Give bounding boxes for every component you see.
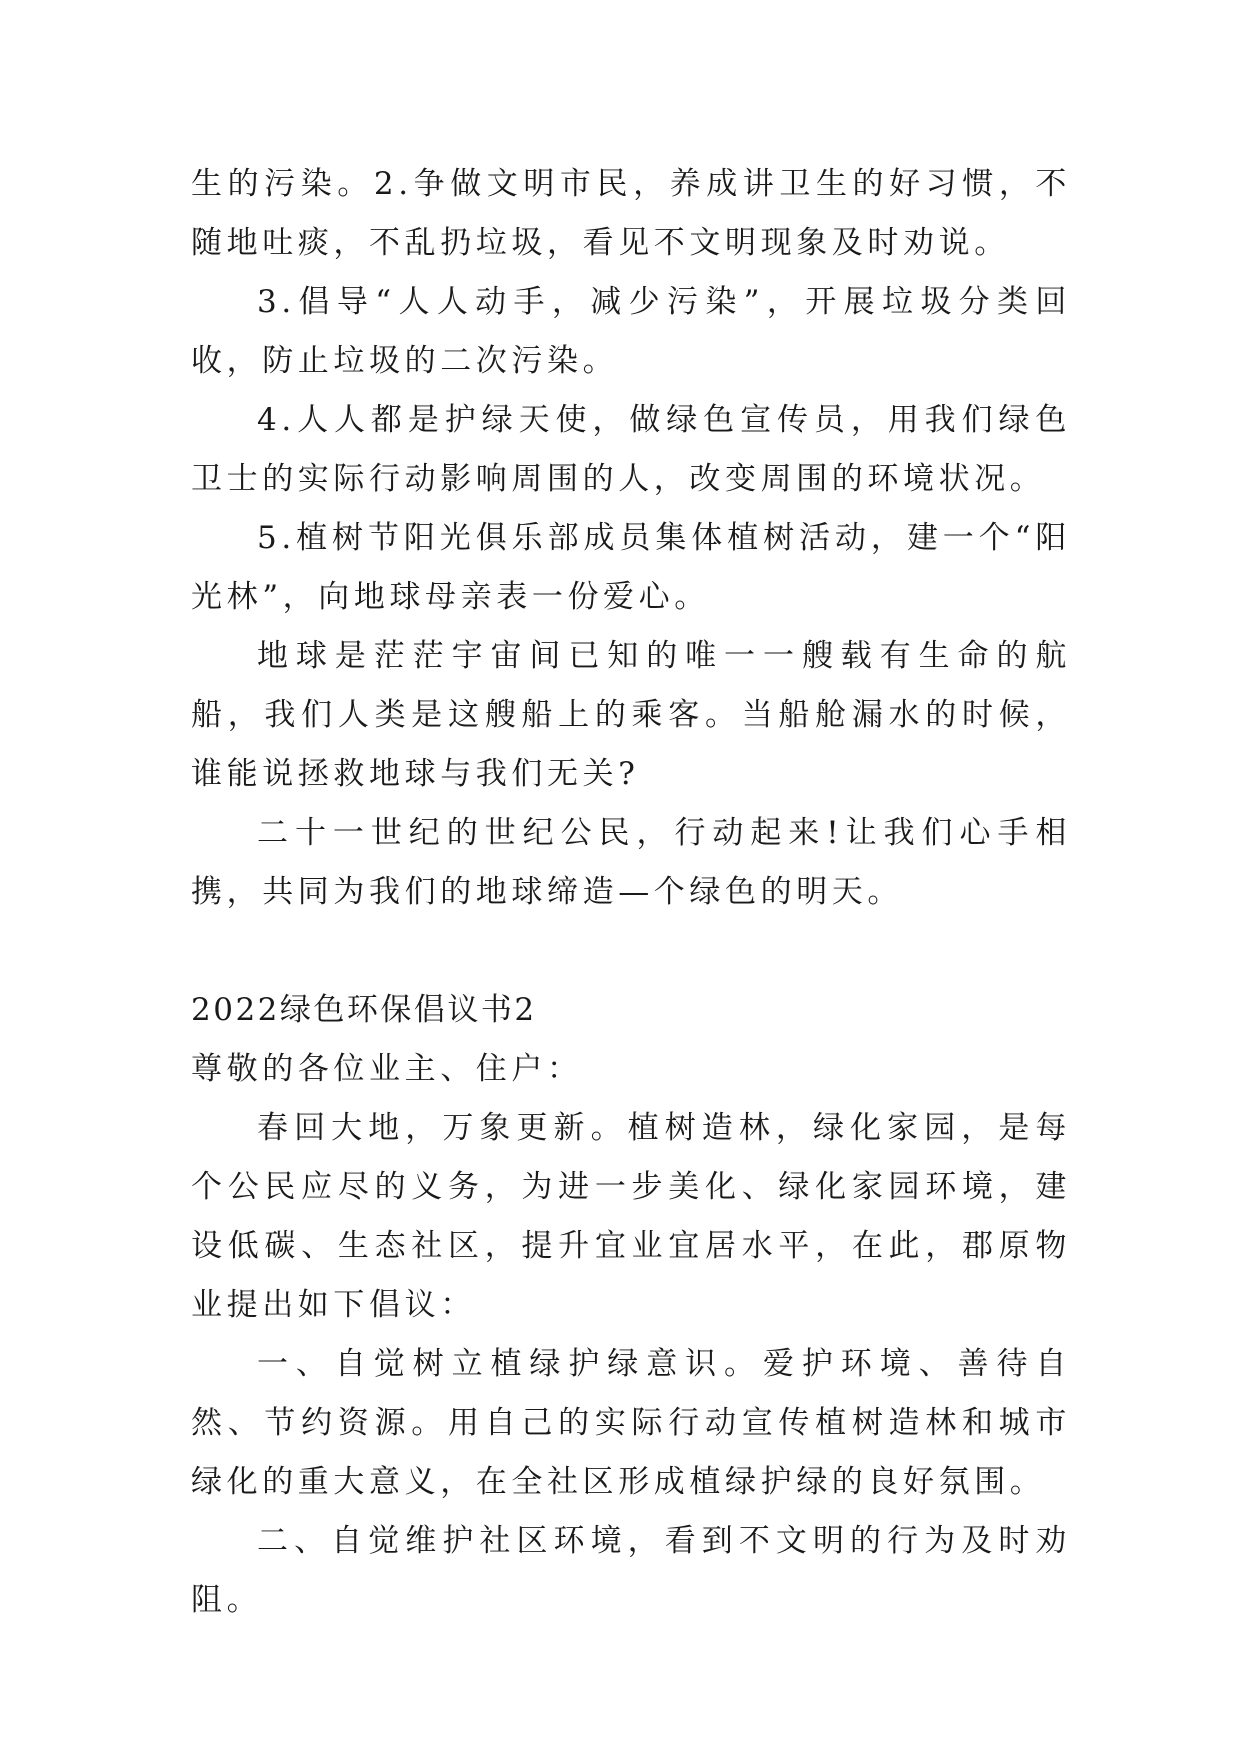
salutation: 尊敬的各位业主、住户： xyxy=(191,1051,583,1087)
paragraph: 春回大地，万象更新。植树造林，绿化家园，是每个公民应尽的义务，为进一步美化、绿化家园环境，建设低碳、生态社区，提升宜业宜居水平，在此，郡原物业提出如下倡议： xyxy=(191,1110,1071,1323)
paragraph: 4.人人都是护绿天使，做绿色宣传员，用我们绿色卫士的实际行动影响周围的人，改变周围的环境状况。 xyxy=(191,402,1071,497)
paragraph: 生的污染。2.争做文明市民，养成讲卫生的好习惯，不随地吐痰，不乱扔垃圾，看见不文明现象及时劝说。 xyxy=(191,166,1071,261)
document-body xyxy=(191,155,1071,1630)
paragraph: 一、自觉树立植绿护绿意识。爱护环境、善待自然、节约资源。用自己的实际行动宣传植树造林和城市绿化的重大意义，在全社区形成植绿护绿的良好氛围。 xyxy=(191,1346,1071,1500)
section-spacer xyxy=(191,922,1071,981)
paragraph: 二十一世纪的世纪公民，行动起来!让我们心手相携，共同为我们的地球缔造—个绿色的明天。 xyxy=(191,815,1071,910)
section-title: 2022绿色环保倡议书2 xyxy=(191,992,537,1028)
paragraph: 二、自觉维护社区环境，看到不文明的行为及时劝阻。 xyxy=(191,1523,1071,1618)
paragraph: 5.植树节阳光俱乐部成员集体植树活动，建一个“阳光林”，向地球母亲表一份爱心。 xyxy=(191,520,1071,615)
paragraph: 地球是茫茫宇宙间已知的唯一一艘载有生命的航船，我们人类是这艘船上的乘客。当船舱漏水的时候，谁能说拯救地球与我们无关? xyxy=(191,638,1071,792)
paragraph: 3.倡导“人人动手，减少污染”，开展垃圾分类回收，防止垃圾的二次污染。 xyxy=(191,284,1071,379)
